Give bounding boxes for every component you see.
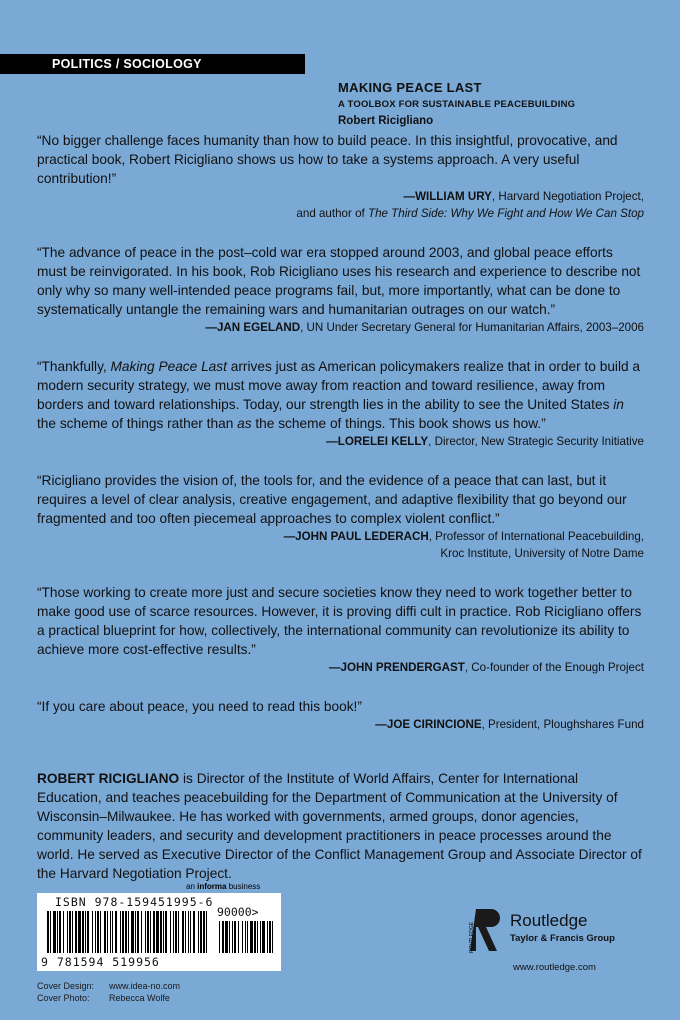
publisher-group: Taylor & Francis Group (510, 933, 615, 944)
barcode-bar (53, 911, 56, 953)
barcode-bar (163, 911, 164, 953)
quote-text: “Those working to create more just and secure societies know they need to work together better to make good use of scarce resources. However, it is proving diffi cult in practice. Rob Ricigliano offers a practical blueprint for how, collectively, the international community can revolutionize its ability to achieve more cost-effective results.” (37, 585, 642, 657)
isbn-barcode (37, 893, 281, 971)
barcode-bar (112, 911, 113, 953)
quote-attribution (37, 716, 644, 733)
book-author: Robert Ricigliano (338, 115, 434, 127)
barcode-bar (190, 911, 191, 953)
book-title: MAKING PEACE LAST (338, 80, 482, 95)
endorsement-cirincione (37, 697, 644, 733)
barcode-bar (72, 911, 73, 953)
barcode-bar (47, 911, 49, 953)
barcode-bar (203, 911, 205, 953)
quote-book-title: Making Peace Last (110, 359, 227, 374)
quote-attribution (37, 188, 644, 222)
quote-text: “Ricigliano provides the vision of, the tools for, and the evidence of a peace that can last, but it requires a level of clear analysis, creative engagement, and adaptive flexibility that go beyond our fragmented and too often piecemeal approaches to complex violent conflict.” (37, 473, 627, 526)
barcode-bar (92, 911, 93, 953)
quote-attribution (37, 659, 644, 676)
quote-affiliation: , Professor of International Peacebuilding, (428, 530, 644, 543)
barcode-bar (245, 921, 246, 953)
book-subtitle: A TOOLBOX FOR SUSTAINABLE PEACEBUILDING (338, 99, 576, 110)
isbn-label: ISBN 978-159451995-6 (55, 895, 214, 909)
barcode-bar (262, 921, 265, 953)
barcode-bar (128, 911, 129, 953)
barcode-bar (97, 911, 99, 953)
barcode-bar (145, 911, 146, 953)
barcode-bar (100, 911, 101, 953)
barcode-bar (219, 921, 220, 953)
barcode-bar (229, 921, 230, 953)
barcode-bar (225, 921, 228, 953)
barcode-number: 9 781594 519956 (41, 955, 160, 969)
barcode-bar (110, 911, 111, 953)
barcode-bar (69, 911, 71, 953)
barcode-bar (150, 911, 151, 953)
quote-affiliation: , Director, New Strategic Security Initiative (428, 435, 644, 448)
barcode-bar (120, 911, 121, 953)
quote-author: —JOE CIRINCIONE (375, 718, 482, 731)
informa-prefix: an (186, 882, 198, 891)
quote-text: “The advance of peace in the post–cold war era stopped around 2003, and global peace efforts must be reinvigorated. In his book, Rob Ricigliano uses his research and experience to describe not only why so many well-intended peace programs fail, but, more importantly, what can be done to systematically untangle the remaining wars and humanitarian outrages on our watch.” (37, 245, 641, 317)
quote-text-part: the scheme of things rather than (37, 416, 238, 431)
barcode-bar (170, 911, 171, 953)
barcode-bar (50, 911, 51, 953)
quote-affiliation: , President, Ploughshares Fund (481, 718, 644, 731)
quote-emphasis: as (237, 416, 252, 431)
barcode-bar (185, 911, 186, 953)
author-bio (37, 769, 644, 883)
price-code: 90000> (217, 905, 259, 919)
credit-key: Cover Design: (37, 981, 95, 991)
quote-affiliation: , UN Under Secretary General for Humanitarian Affairs, 2003–2006 (300, 321, 644, 334)
barcode-bar (232, 921, 233, 953)
barcode-bar (238, 921, 239, 953)
barcode-bar (222, 921, 224, 953)
barcode-bar (269, 921, 271, 953)
routledge-logo-icon (470, 905, 504, 955)
barcode-bar (115, 911, 117, 953)
credit-value: Rebecca Wolfe (109, 993, 170, 1003)
barcode-bar (160, 911, 162, 953)
quote-text-part: the scheme of things. This book shows us how.” (251, 416, 546, 431)
quote-text: “No bigger challenge faces humanity than how to build peace. In this insightful, provocative, and practical book, Robert Ricigliano shows us how to take a systems approach. A very useful contribution!” (37, 133, 618, 186)
endorsement-kelly (37, 357, 644, 450)
barcode-bar (67, 911, 68, 953)
barcode-bar (188, 911, 189, 953)
barcode-bar (135, 911, 136, 953)
credit-value: www.idea-no.com (109, 981, 181, 991)
barcode-bar (107, 911, 108, 953)
barcode-bar (131, 911, 134, 953)
barcode-bar (122, 911, 124, 953)
barcode-bar (267, 921, 268, 953)
credit-key: Cover Photo: (37, 993, 90, 1003)
quote-text-part: arrives just as American policymakers realize that in order to build a modern security strategy, we must move away from reaction and toward resilience, away from borders and toward relationships. Today, our strength lies in the ability to see the United States (37, 359, 641, 412)
quote-affiliation-line2: and author of (296, 207, 368, 220)
barcode-bar (257, 921, 258, 953)
category-banner: POLITICS / SOCIOLOGY (0, 54, 305, 74)
publisher-url: www.routledge.com (513, 962, 596, 973)
barcode-bar (78, 911, 81, 953)
quote-text (37, 357, 644, 433)
quote-author: —JAN EGELAND (205, 321, 301, 334)
barcode-bar (137, 911, 139, 953)
credit-row (37, 980, 180, 992)
barcode-bar (165, 911, 167, 953)
barcode-bar (193, 911, 195, 953)
bio-text: is Director of the Institute of World Affairs, Center for International Education, and teaches peacebuilding for the Department of Communication at the University of Wisconsin–Milwaukee. He has worked with governments, armed groups, donor agencies, community leaders, and security and development practitioners in peace processes around the world. He served as Executive Director of the Conflict Management Group and Associate Director of the Harvard Negotiation Project. (37, 771, 642, 881)
book-reference: The Third Side: Why We Fight and How We Can Stop (367, 207, 644, 220)
barcode-bar (104, 911, 106, 953)
barcode-bar (147, 911, 149, 953)
publisher-name: Routledge (510, 911, 588, 930)
barcode-bar (250, 921, 253, 953)
credit-row (37, 992, 180, 1004)
barcode-bar (247, 921, 248, 953)
cover-credits (37, 980, 180, 1004)
barcode-bar (125, 911, 127, 953)
barcode-bar (272, 921, 273, 953)
endorsement-ury (37, 131, 644, 222)
quote-author: —WILLIAM URY (403, 190, 492, 203)
barcode-bar (85, 911, 86, 953)
barcode-bar (198, 911, 199, 953)
barcode-bar (178, 911, 179, 953)
barcode-bar (182, 911, 184, 953)
barcode-bar (242, 921, 243, 953)
barcode-bar (175, 911, 177, 953)
barcode-bar (254, 921, 256, 953)
quote-attribution (37, 528, 644, 562)
informa-suffix: business (226, 882, 261, 891)
barcode-bar (95, 911, 96, 953)
informa-brand: informa (197, 882, 227, 891)
endorsement-egeland (37, 243, 644, 336)
endorsement-lederach (37, 471, 644, 562)
barcode-bar (82, 911, 84, 953)
endorsements (37, 131, 644, 754)
barcode-bar (75, 911, 77, 953)
quote-author: —JOHN PAUL LEDERACH (283, 530, 429, 543)
barcode-bar (57, 911, 58, 953)
barcode-bar (234, 921, 236, 953)
quote-affiliation-line2: Kroc Institute, University of Notre Dame (440, 547, 644, 560)
logo-text: ROUTLEDGE (469, 921, 475, 953)
quote-affiliation: , Co-founder of the Enough Project (464, 661, 644, 674)
quote-author: —LORELEI KELLY (326, 435, 429, 448)
bio-author-name: ROBERT RICIGLIANO (37, 771, 180, 786)
quote-author: —JOHN PRENDERGAST (328, 661, 465, 674)
barcode-bar (153, 911, 155, 953)
barcode-bar (59, 911, 61, 953)
quote-text-part: “Thankfully, (37, 359, 111, 374)
barcode-bar (206, 911, 207, 953)
endorsement-prendergast (37, 583, 644, 676)
barcode-bar (87, 911, 89, 953)
barcode-bar (200, 911, 202, 953)
barcode-bar (63, 911, 64, 953)
barcode-bar (141, 911, 142, 953)
quote-attribution (37, 319, 644, 336)
barcode-bar (173, 911, 174, 953)
informa-tagline (186, 882, 260, 891)
quote-emphasis: in (613, 397, 624, 412)
quote-affiliation: , Harvard Negotiation Project, (491, 190, 644, 203)
barcode-bar (156, 911, 159, 953)
quote-attribution (37, 433, 644, 450)
quote-text: “If you care about peace, you need to read this book!” (37, 699, 362, 714)
barcode-bar (260, 921, 261, 953)
